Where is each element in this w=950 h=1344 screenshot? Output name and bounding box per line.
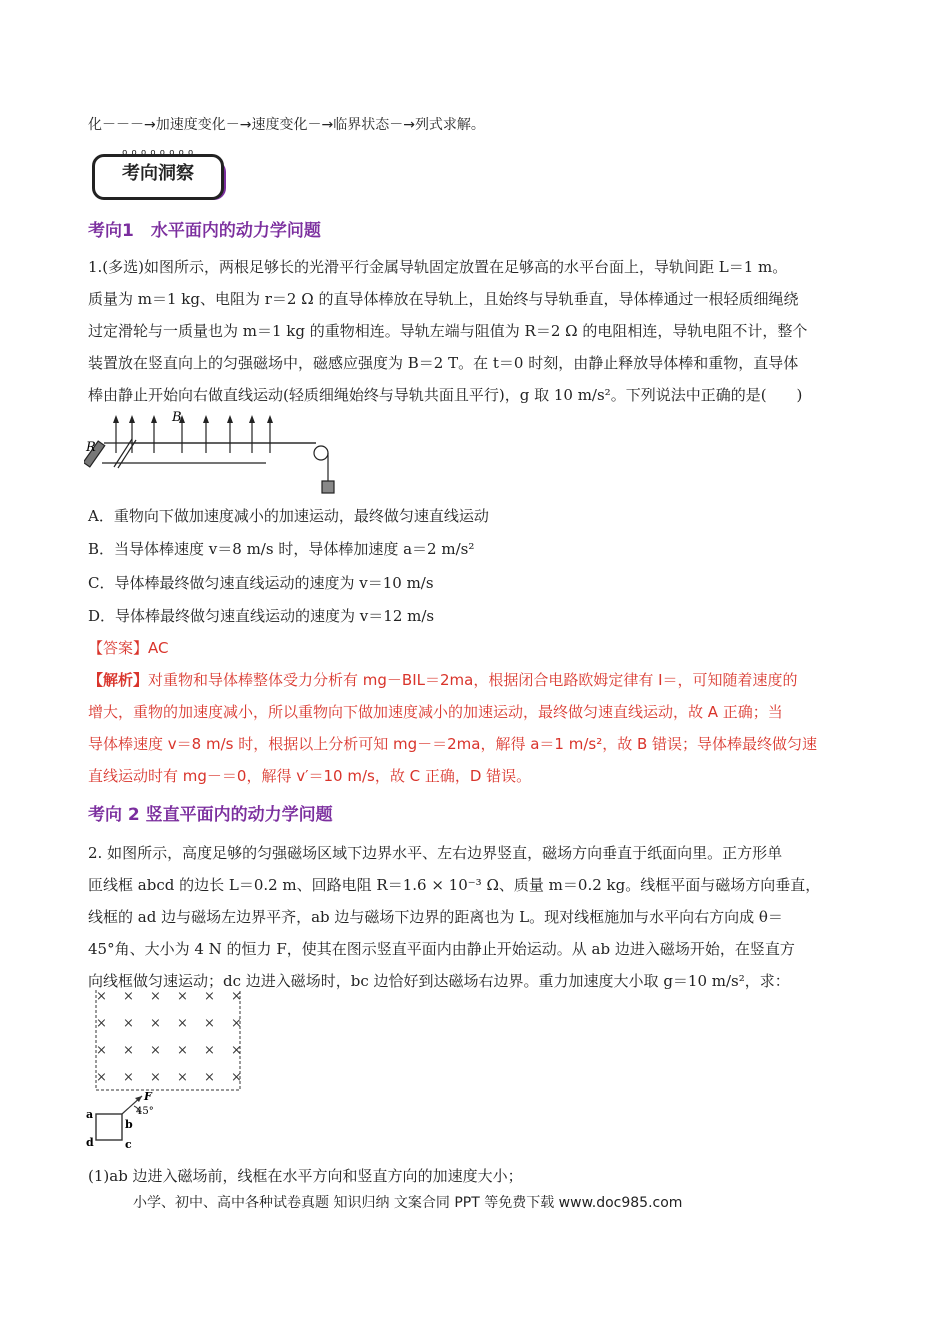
field-cross-icon: ×	[150, 989, 161, 1004]
arrow-icon: －→	[389, 117, 415, 133]
field-cross-icon: ×	[96, 989, 107, 1004]
label-a: a	[86, 1108, 94, 1121]
field-cross-icon: ×	[123, 1043, 134, 1058]
magnetic-field-figure	[84, 988, 254, 1158]
page-footer: 小学、初中、高中各种试卷真题 知识归纳 文案合同 PPT 等免费下载 www.doc985.com	[133, 1195, 683, 1211]
option-d: D．导体棒最终做匀速直线运动的速度为 v＝12 m/s	[88, 607, 435, 625]
section-badge	[92, 148, 228, 196]
field-cross-icon: ×	[231, 1070, 242, 1085]
badge-label: 考向洞察	[122, 163, 194, 184]
field-cross-icon: ×	[96, 1043, 107, 1058]
field-cross-icon: ×	[177, 989, 188, 1004]
field-cross-icon: ×	[150, 1016, 161, 1031]
field-cross-icon: ×	[204, 1070, 215, 1085]
answer-tag: 【答案】	[88, 639, 149, 657]
analysis-tag: 【解析】	[88, 671, 149, 689]
answer-value: AC	[148, 639, 169, 657]
field-cross-icon: ×	[123, 989, 134, 1004]
label-F: F	[144, 1090, 152, 1103]
flow-step: 速度变化	[251, 117, 308, 133]
field-cross-icon: ×	[231, 1043, 242, 1058]
binder-rings-icon: oooooooo	[122, 148, 198, 158]
field-cross-icon: ×	[204, 989, 215, 1004]
section1-title: 考向1 水平面内的动力学问题	[88, 221, 321, 241]
flow-step: 化	[88, 117, 102, 133]
analysis-block: 【解析】对重物和导体棒整体受力分析有 mg－BIL＝2ma，根据闭合电路欧姆定律有 I＝，可知随着速度的 增大，重物的加速度减小，所以重物向下做加速度减小的加速运动，最终做匀速直线运动，故 A 正确；当 导体棒速度 v＝8 m/s 时，根据以上分析可知 mg－＝2ma，解得 a＝1 m/s²，故 B 错误；导体棒最终做匀速 直线运动时有 mg－＝0，解得 v′＝10 m/s，故 C 正确，D 错误。	[88, 671, 818, 785]
label-angle: 45°	[136, 1106, 154, 1117]
label-c: c	[125, 1138, 132, 1151]
label-b: b	[125, 1118, 133, 1131]
flow-step: 加速度变化	[155, 117, 226, 133]
arrow-icon: －－－→	[102, 117, 156, 133]
answer-line	[88, 637, 169, 658]
field-cross-icon: ×	[123, 1070, 134, 1085]
label-R: R	[86, 440, 96, 455]
question1-text: 1.(多选)如图所示，两根足够长的光滑平行金属导轨固定放置在足够高的水平台面上，导轨间距 L＝1 m。 质量为 m＝1 kg、电阻为 r＝2 Ω 的直导体棒放在导轨上，且始终与导轨垂直，导体棒通过一根轻质细绳绕 过定滑轮与一质量也为 m＝1 kg 的重物相连。导轨左端与阻值为 R＝2 Ω 的电阻相连，导轨电阻不计，整个 装置放在竖直向上的匀强磁场中，磁感应强度为 B＝2 T。在 t＝0 时刻，由静止释放导体棒和重物，直导体 棒由静止开始向右做直线运动(轻质细绳始终与导轨共面且平行)，g 取 10 m/s²。下列说法中正确的是( )	[88, 258, 808, 404]
option-c: C．导体棒最终做匀速直线运动的速度为 v＝10 m/s	[88, 574, 434, 592]
option-a: A．重物向下做加速度减小的加速运动，最终做匀速直线运动	[88, 507, 489, 525]
field-cross-icon: ×	[177, 1016, 188, 1031]
flow-step: 临界状态	[333, 117, 390, 133]
field-cross-icon: ×	[177, 1070, 188, 1085]
label-d: d	[86, 1136, 94, 1149]
field-cross-icon: ×	[231, 1016, 242, 1031]
label-B: B	[172, 410, 182, 425]
field-cross-icon: ×	[150, 1043, 161, 1058]
field-cross-icon: ×	[96, 1070, 107, 1085]
field-cross-icon: ×	[177, 1043, 188, 1058]
process-flow-line	[88, 115, 485, 135]
field-cross-icon: ×	[231, 989, 242, 1004]
rail-figure	[84, 405, 344, 495]
arrow-icon: －→	[307, 117, 334, 133]
arrow-icon: －→	[225, 117, 252, 133]
field-cross-icon: ×	[123, 1016, 134, 1031]
field-cross-icon: ×	[150, 1070, 161, 1085]
field-cross-icon: ×	[204, 1043, 215, 1058]
sub-question-1: (1)ab 边进入磁场前，线框在水平方向和竖直方向的加速度大小；	[88, 1167, 523, 1185]
field-cross-icon: ×	[96, 1016, 107, 1031]
section2-title: 考向 2 竖直平面内的动力学问题	[88, 805, 333, 825]
flow-step: 列式求解。	[414, 117, 485, 133]
question2-text: 2. 如图所示，高度足够的匀强磁场区域下边界水平、左右边界竖直，磁场方向垂直于纸面向里。正方形单 匝线框 abcd 的边长 L＝0.2 m、回路电阻 R＝1.6 × 10⁻³ Ω、质量 m＝0.2 kg。线框平面与磁场方向垂直， 线框的 ad 边与磁场左边界平齐，ab 边与磁场下边界的距离也为 L。现对线框施加与水平向右方向成 θ＝ 45°角、大小为 4 N 的恒力 F，使其在图示竖直平面内由静止开始运动。从 ab 边进入磁场开始，在竖直方 向线框做匀速运动；dc 边进入磁场时，bc 边恰好到达磁场右边界。重力加速度大小取 g＝10 m/s²，求：	[88, 844, 821, 990]
field-cross-icon: ×	[204, 1016, 215, 1031]
option-b: B．当导体棒速度 v＝8 m/s 时，导体棒加速度 a＝2 m/s²	[88, 540, 475, 558]
